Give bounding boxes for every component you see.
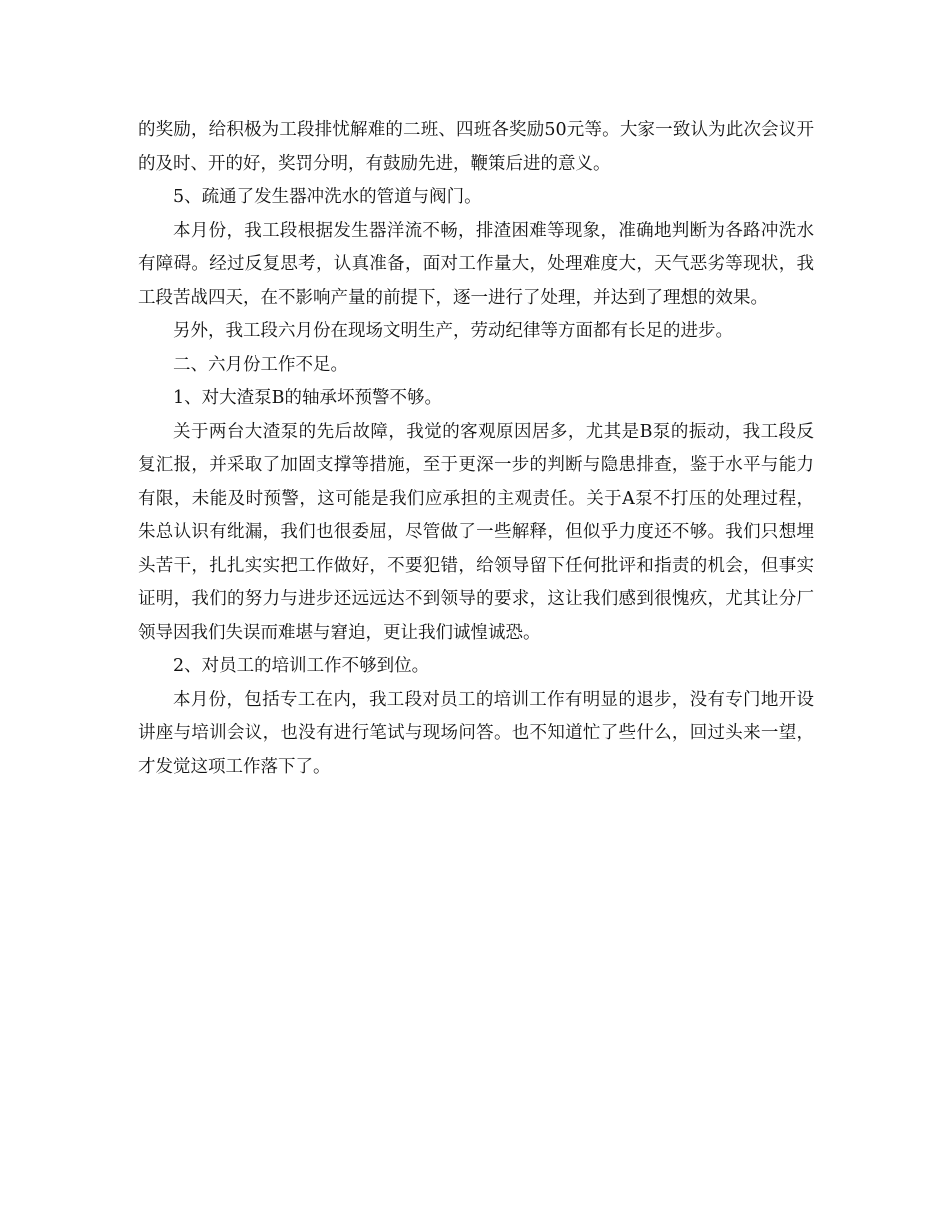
paragraph-shortcoming-1-heading: 1、对大渣泵B的轴承坏预警不够。 — [173, 388, 442, 408]
paragraph-reward-continuation: 的奖励，给积极为工段排忧解难的二班、四班各奖励50元等。大家一致认为此次会议开的及时、开的好，奖罚分明，有鼓励先进，鞭策后进的意义。 — [138, 120, 814, 174]
paragraph-item-5-heading: 5、疏通了发生器冲洗水的管道与阀门。 — [173, 187, 482, 207]
paragraph-item-5-body: 本月份，我工段根据发生器洋流不畅，排渣困难等现象，准确地判断为各路冲洗水有障碍。经过反复思考，认真准备，面对工作量大，处理难度大，天气恶劣等现状，我工段苦战四天，在不影响产量的前提下，逐一进行了处理，并达到了理想的效果。 — [138, 220, 814, 308]
section-heading-shortcomings: 二、六月份工作不足。 — [173, 354, 348, 375]
paragraph-shortcoming-1-body: 关于两台大渣泵的先后故障，我觉的客观原因居多，尤其是B泵的振动，我工段反复汇报，并采取了加固支撑等措施，至于更深一步的判断与隐患排查，鉴于水平与能力有限，未能及时预警，这可能是我们应承担的主观责任。关于A泵不打压的处理过程，朱总认识有纰漏，我们也很委屈，尽管做了一些解释，但似乎力度还不够。我们只想埋头苦干，扎扎实实把工作做好，不要犯错，给领导留下任何批评和指责的机会，但事实证明，我们的努力与进步还远远达不到领导的要求，这让我们感到很愧疚，尤其让分厂领导因我们失误而难堪与窘迫，更让我们诚惶诚恐。 — [138, 421, 814, 643]
paragraph-shortcoming-2-heading: 2、对员工的培训工作不够到位。 — [173, 656, 430, 676]
paragraph-shortcoming-2-body: 本月份，包括专工在内，我工段对员工的培训工作有明显的退步，没有专门地开设讲座与培训会议，也没有进行笔试与现场问答。也不知道忙了些什么，回过头来一望，才发觉这项工作落下了。 — [138, 689, 814, 777]
paragraph-additional-progress: 另外，我工段六月份在现场文明生产，劳动纪律等方面都有长足的进步。 — [173, 321, 733, 341]
document-body — [138, 114, 814, 784]
